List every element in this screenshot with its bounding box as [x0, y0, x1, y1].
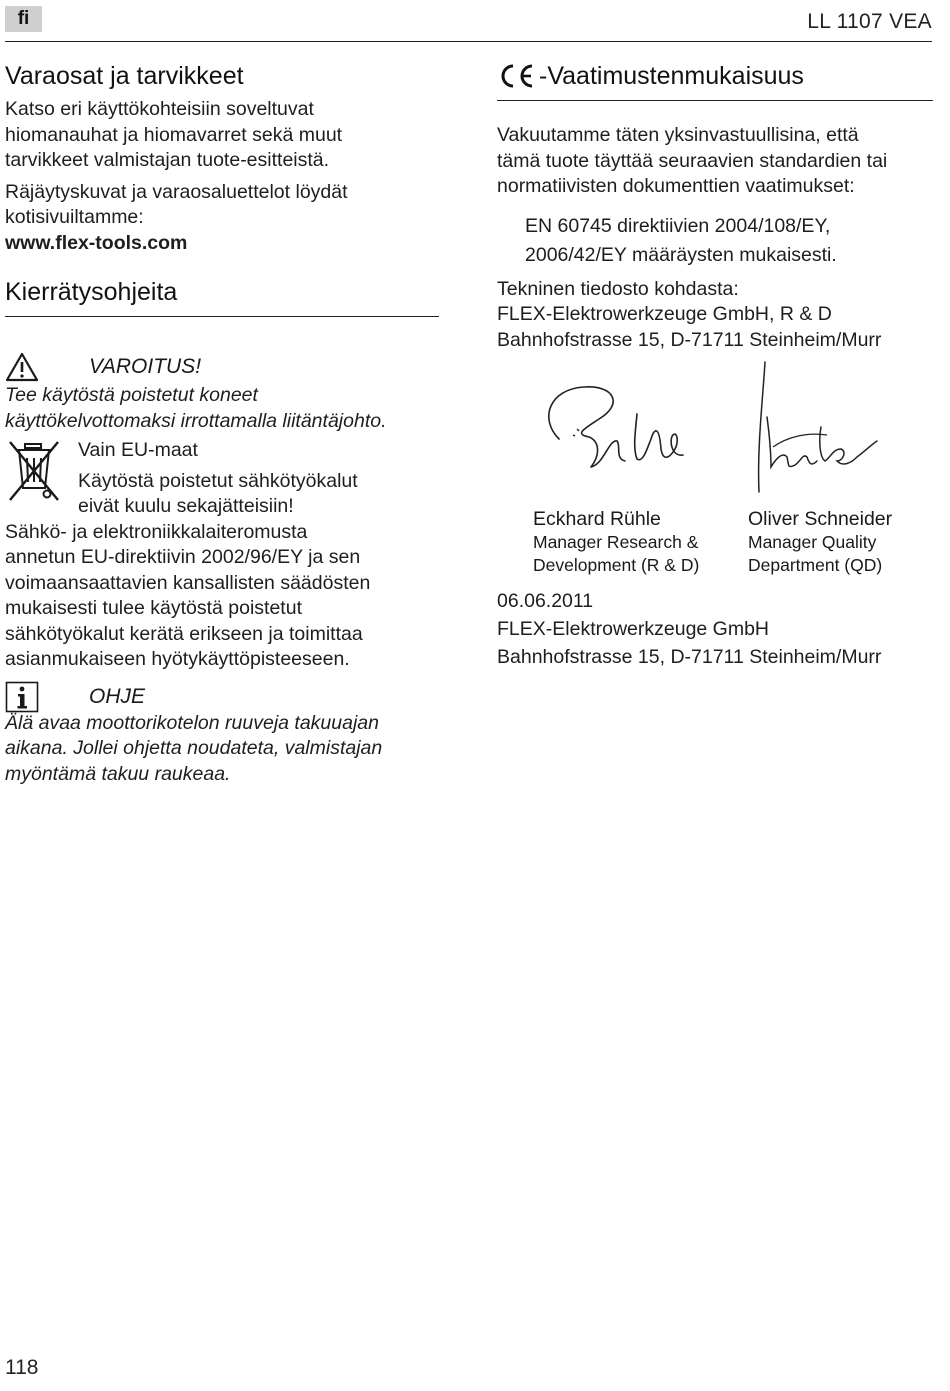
note-text	[5, 711, 439, 788]
section-rule	[5, 316, 439, 317]
company-address: Bahnhofstrasse 15, D-71711 Steinheim/Murr	[497, 646, 882, 668]
company-name: FLEX-Elektrowerkzeuge GmbH	[497, 618, 770, 640]
signer-name: Eckhard Rühle	[533, 508, 661, 530]
text-line: aikana. Jollei ohjetta noudateta, valmistajan	[5, 737, 383, 759]
note-heading	[5, 679, 439, 717]
text-line: myöntämä takuu raukeaa.	[5, 762, 231, 785]
signer-schneider	[748, 507, 892, 577]
warning-text	[5, 383, 439, 434]
text-line: Älä avaa moottorikotelon ruuveja takuuajan	[5, 711, 379, 734]
right-column	[497, 60, 933, 671]
text-line: Vakuutamme täten yksinvastuullisina, että	[497, 124, 859, 146]
text-line: eivät kuulu sekajätteisiin!	[78, 495, 294, 517]
text-line: voimaansaattavien kansallisten säädösten	[5, 571, 371, 594]
text-line: annetun EU-direktiivin 2002/96/EY ja sen	[5, 546, 361, 568]
model-number: LL 1107 VEA	[807, 10, 932, 33]
text-line: Käytöstä poistetut sähkötyökalut	[78, 469, 358, 492]
signer-ruhle	[533, 507, 748, 577]
declaration-footer	[497, 587, 933, 671]
spare-parts-para2	[5, 180, 439, 257]
text-line: Bahnhofstrasse 15, D-71711 Steinheim/Murr	[497, 328, 882, 351]
text-line: EN 60745 direktiivien 2004/108/EY,	[525, 214, 831, 237]
text-line: Tee käytöstä poistetut koneet	[5, 384, 258, 406]
signer-role: Manager Quality	[748, 532, 877, 552]
note-label: OHJE	[89, 684, 146, 708]
text-line: mukaisesti tulee käytöstä poistetut	[5, 597, 302, 619]
text-line: Sähkö- ja elektroniikkalaiteromusta	[5, 520, 308, 543]
text-line: Katso eri käyttökohteisiin soveltuvat	[5, 98, 314, 120]
signer-role: Development (R & D)	[533, 555, 700, 575]
language-tab: fi	[5, 6, 42, 32]
standards-list	[497, 212, 933, 270]
warning-heading	[5, 349, 439, 387]
info-icon	[5, 681, 39, 713]
left-column	[5, 60, 439, 787]
signatures	[497, 367, 933, 507]
text-line: tarvikkeet valmistajan tuote-esitteistä.	[5, 149, 330, 171]
section-rule	[497, 100, 933, 101]
signers	[497, 507, 933, 577]
warning-triangle-icon	[5, 351, 39, 383]
page-number: 118	[5, 1356, 39, 1379]
text-line: FLEX-Elektrowerkzeuge GmbH, R & D	[497, 303, 832, 325]
text-line: sähkötyökalut kerätä erikseen ja toimittaa	[5, 622, 363, 645]
text-line: asianmukaiseen hyötykäyttöpisteeseen.	[5, 648, 350, 670]
text-line: normatiivisten dokumenttien vaatimukset:	[497, 175, 855, 197]
text-line: hiomanauhat ja hiomavarret sekä muut	[5, 123, 343, 146]
recycling-title: Kierrätysohjeita	[5, 278, 178, 306]
tech-file	[497, 277, 933, 354]
conformity-intro	[497, 123, 933, 200]
website-link[interactable]: www.flex-tools.com	[5, 231, 188, 254]
signer-role: Department (QD)	[748, 555, 883, 575]
eu-only-label: Vain EU-maat	[78, 439, 198, 461]
warning-label: VAROITUS!	[89, 355, 202, 378]
declaration-date: 06.06.2011	[497, 590, 594, 612]
conformity-heading	[497, 60, 933, 92]
text-line: käyttökelvottomaksi irrottamalla liitäntäjohto.	[5, 409, 387, 432]
ce-mark-icon	[497, 62, 537, 90]
directive-text	[5, 520, 439, 673]
signer-role: Manager Research &	[533, 532, 699, 552]
crossed-bin-icon	[7, 438, 61, 504]
text-line: tämä tuote täyttää seuraavien standardien tai	[497, 149, 888, 172]
header-rule	[5, 41, 932, 42]
text-line: 2006/42/EY määräysten mukaisesti.	[525, 243, 837, 266]
spare-parts-title: Varaosat ja tarvikkeet	[5, 62, 244, 90]
signature-schneider-icon	[747, 357, 887, 497]
signature-ruhle-icon	[529, 379, 709, 479]
weee-notice	[5, 438, 439, 520]
text-line: Tekninen tiedosto kohdasta:	[497, 277, 739, 300]
text-line: kotisivuiltamme:	[5, 206, 144, 228]
signer-name: Oliver Schneider	[748, 508, 893, 530]
spare-parts-para1	[5, 97, 439, 174]
text-line: Räjäytyskuvat ja varaosaluettelot löydät	[5, 180, 348, 203]
conformity-title: -Vaatimustenmukaisuus	[539, 62, 804, 90]
